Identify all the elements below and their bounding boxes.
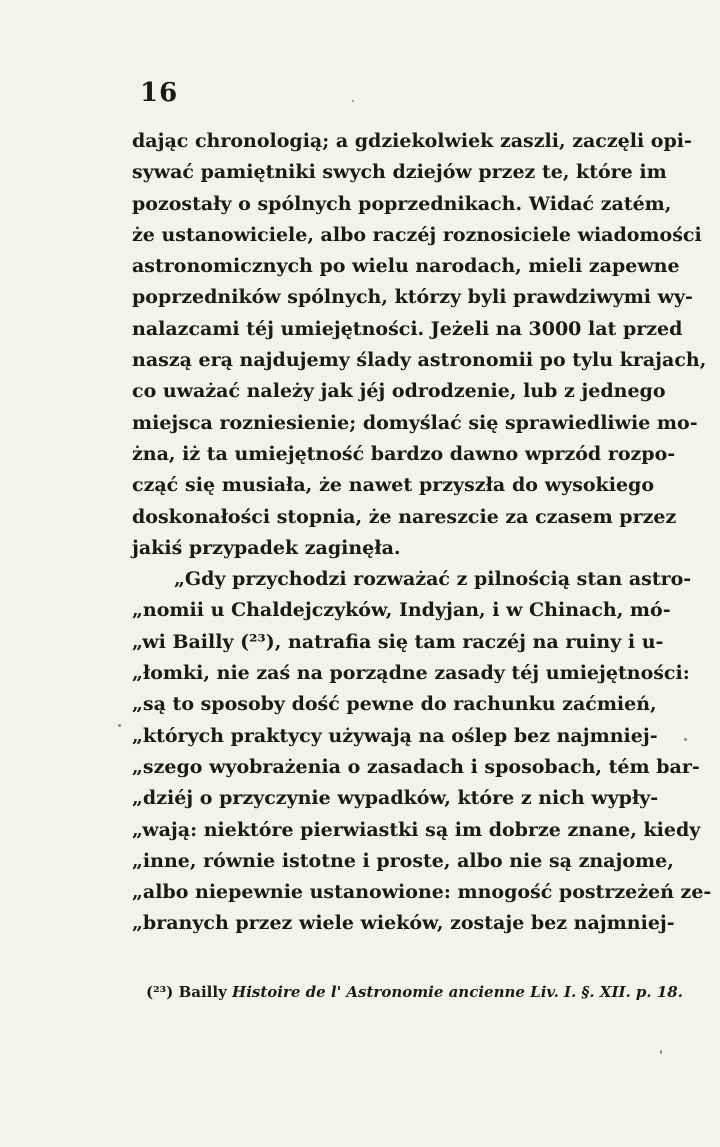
paper-speck	[684, 738, 687, 741]
body-text	[132, 126, 712, 940]
text-line: „są to sposoby dość pewne do rachunku zaćmień,	[132, 693, 657, 716]
text-line: „nomii u Chaldejczyków, Indyjan, i w Chinach, mó-	[132, 599, 671, 622]
text-line: „branych przez wiele wieków, zostaje bez najmniej-	[132, 912, 675, 935]
text-line: doskonałości stopnia, że nareszcie za czasem przez	[132, 505, 677, 528]
text-line: „wają: niektóre pierwiastki są im dobrze znane, kiedy	[132, 818, 701, 841]
text-line: „albo niepewnie ustanowione: mnogość postrzeżeń ze-	[132, 881, 712, 904]
footnote-title: Histoire de l' Astronomie ancienne Liv. I. §. XII. p. 18.	[232, 983, 683, 1001]
text-line: poprzedników spólnych, którzy byli prawdziwymi wy-	[132, 286, 693, 309]
paper-speck	[352, 100, 354, 102]
text-line: jakiś przypadek zaginęła.	[132, 536, 401, 559]
text-line: dając chronologią; a gdziekolwiek zaszli, zaczęli opi-	[132, 130, 692, 152]
text-line: co uważać należy jak jéj odrodzenie, lub z jednego	[132, 380, 666, 403]
text-line: cząć się musiała, że nawet przyszła do wysokiego	[132, 474, 654, 497]
text-line: „wi Bailly (²³), natrafia się tam raczéj na ruiny i u-	[132, 630, 664, 653]
text-line: „których praktycy używają na oślep bez najmniej-	[132, 724, 658, 747]
text-line: „łomki, nie zaś na porządne zasady téj umiejętności:	[132, 662, 690, 685]
text-line: astronomicznych po wielu narodach, mieli zapewne	[132, 255, 680, 278]
text-line: nalazcami téj umiejętności. Jeżeli na 3000 lat przed	[132, 317, 683, 340]
text-line: pozostały o spólnych poprzednikach. Widać zatém,	[132, 192, 672, 215]
footnote	[146, 983, 683, 1001]
text-line: miejsca rozniesienie; domyślać się sprawiedliwie mo-	[132, 411, 698, 434]
text-line: „inne, równie istotne i proste, albo nie są znajome,	[132, 849, 674, 872]
paper-speck	[118, 724, 121, 727]
footnote-author: Bailly	[178, 983, 227, 1001]
page-number: 16	[140, 78, 179, 108]
text-line: sywać pamiętniki swych dziejów przez te, które im	[132, 161, 667, 184]
text-line: że ustanowiciele, albo raczéj roznosiciele wiadomości	[132, 223, 702, 246]
text-line: „Gdy przychodzi rozważać z pilnością stan astro-	[174, 568, 692, 591]
footnote-marker: (²³)	[146, 983, 174, 1001]
paper-speck	[660, 1050, 662, 1054]
text-line: żna, iż ta umiejętność bardzo dawno wprzód rozpo-	[132, 442, 676, 465]
text-line: „szego wyobrażenia o zasadach i sposobach, tém bar-	[132, 755, 700, 778]
text-line: naszą erą najdujemy ślady astronomii po tylu krajach,	[132, 349, 707, 372]
text-line: „dziéj o przyczynie wypadków, które z nich wypły-	[132, 787, 659, 810]
